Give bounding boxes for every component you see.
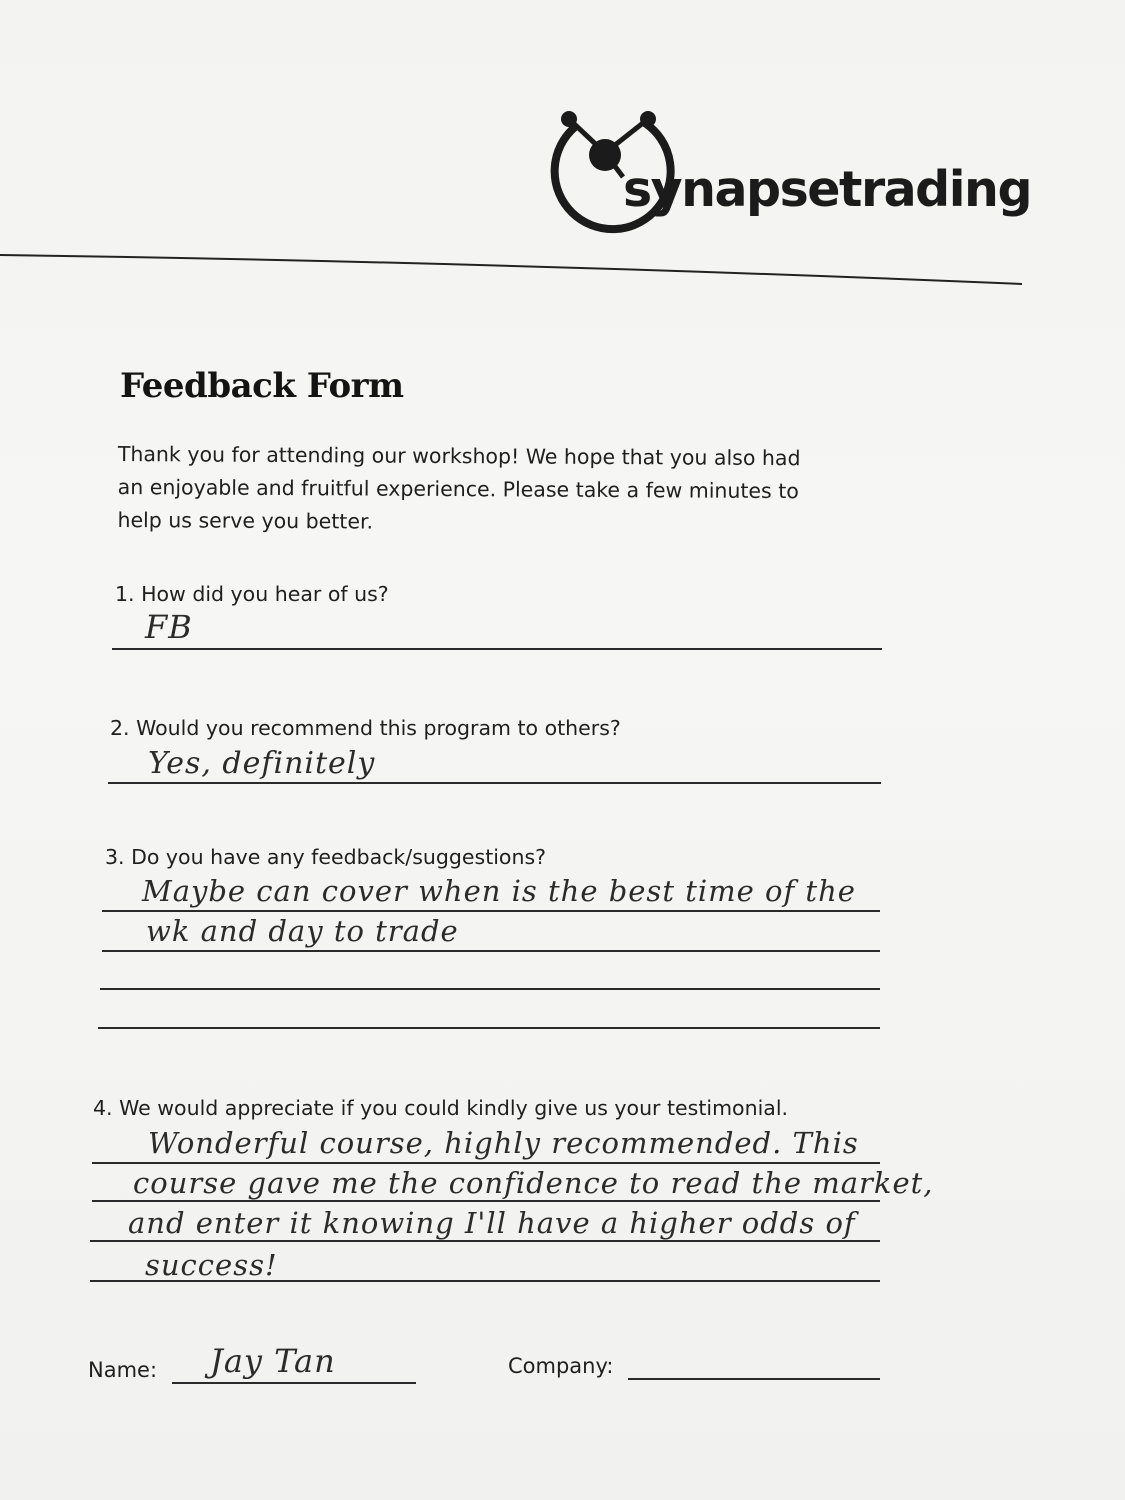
name-value[interactable]: Jay Tan <box>210 1342 336 1380</box>
answer-3-text-line-2[interactable]: wk and day to trade <box>146 914 459 948</box>
intro-line: an enjoyable and fruitful experience. Please take a few minutes to <box>117 474 799 504</box>
answer-3-line-3 <box>100 988 880 990</box>
answer-4-line-1 <box>92 1162 880 1164</box>
intro-line: help us serve you better. <box>117 507 374 534</box>
answer-4-text-line-4[interactable]: success! <box>145 1248 278 1282</box>
header-divider <box>0 240 1125 300</box>
question-2-label: 2. Would you recommend this program to others? <box>110 716 621 740</box>
answer-4-line-4 <box>90 1280 880 1282</box>
company-label: Company: <box>508 1354 614 1378</box>
answer-1-line <box>112 648 882 650</box>
brand-wordmark: synapsetrading <box>623 161 1032 218</box>
answer-3-text-line-1[interactable]: Maybe can cover when is the best time of the <box>142 874 856 908</box>
answer-2-text[interactable]: Yes, definitely <box>148 746 376 781</box>
answer-4-line-3 <box>90 1240 880 1242</box>
answer-4-text-line-1[interactable]: Wonderful course, highly recommended. This <box>148 1126 859 1160</box>
question-4-label: 4. We would appreciate if you could kindly give us your testimonial. <box>93 1096 789 1120</box>
answer-1-text[interactable]: FB <box>145 608 193 646</box>
answer-2-line <box>108 782 881 784</box>
answer-3-line-4 <box>98 1027 880 1029</box>
answer-4-text-line-3[interactable]: and enter it knowing I'll have a higher odds of <box>128 1206 856 1240</box>
answer-3-line-2 <box>102 950 880 952</box>
question-1-label: 1. How did you hear of us? <box>115 582 389 606</box>
answer-4-text-line-2[interactable]: course gave me the confidence to read the market, <box>133 1166 934 1200</box>
question-3-label: 3. Do you have any feedback/suggestions? <box>105 845 547 869</box>
name-label: Name: <box>88 1358 158 1382</box>
form-intro <box>117 438 898 542</box>
form-title: Feedback Form <box>120 366 404 406</box>
name-line <box>172 1382 416 1384</box>
intro-line: Thank you for attending our workshop! We hope that you also had <box>117 441 801 471</box>
company-line <box>628 1378 880 1380</box>
synapsetrading-logo <box>545 105 1035 235</box>
answer-4-line-2 <box>92 1200 880 1202</box>
answer-3-line-1 <box>102 910 880 912</box>
